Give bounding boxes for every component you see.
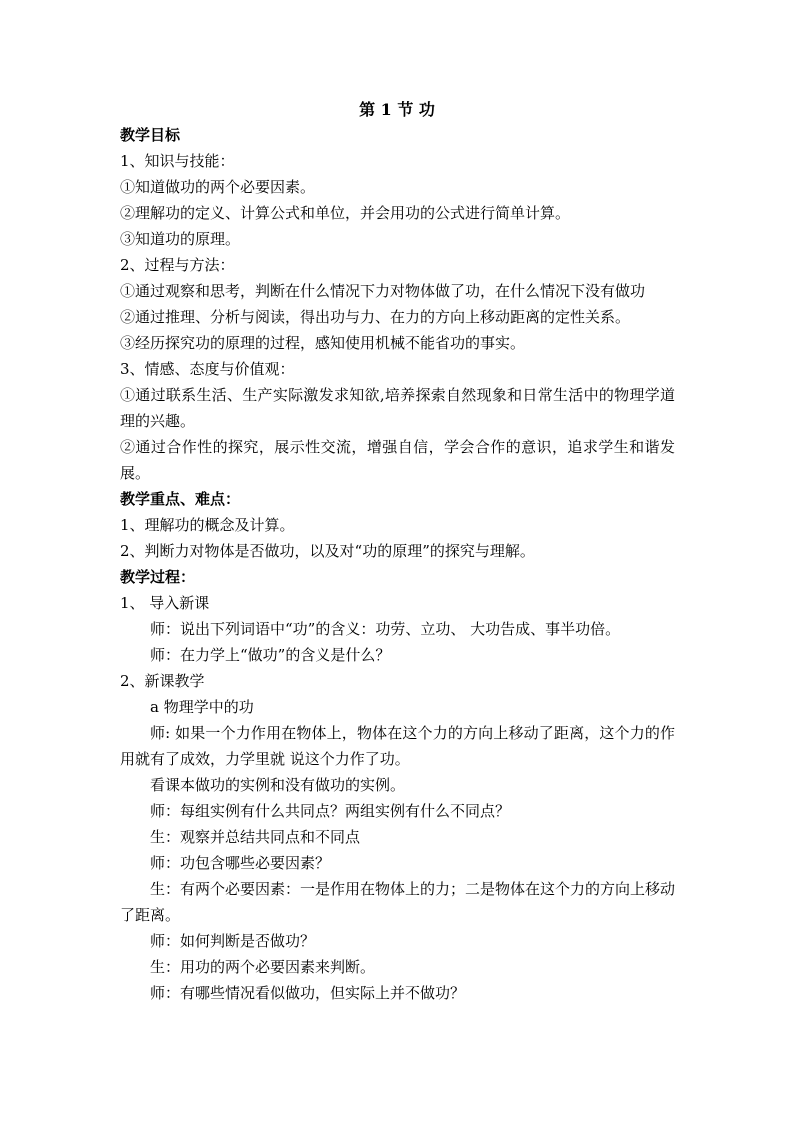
dialogue-line: 看课本做功的实例和没有做功的实例。 (150, 776, 406, 794)
page-title: 第 1 节 功 (359, 100, 435, 119)
keypoints-heading: 教学重点、难点： (120, 490, 241, 508)
dialogue-line: 师：如何判断是否做功？ (150, 932, 316, 950)
objectives-section-1: 1、知识与技能： (120, 152, 235, 170)
objective-item: ②理解功的定义、计算公式和单位，并会用功的公式进行简单计算。 (120, 204, 571, 222)
objective-item: ①知道做功的两个必要因素。 (120, 178, 316, 196)
objective-item: ②通过推理、分析与阅读，得出功与力、在力的方向上移动距离的定性关系。 (120, 308, 631, 326)
process-heading: 教学过程： (120, 568, 196, 586)
definition-paragraph: 师: 如果一个力作用在物体上，物体在这个力的方向上移动了距离，这个力的作用就有了成效，力学里就 说这个力作了功。 (120, 724, 675, 768)
dialogue-line: 师：功包含哪些必要因素？ (150, 854, 331, 872)
objectives-section-2: 2、过程与方法： (120, 256, 235, 274)
dialogue-line: 师：有哪些情况看似做功，但实际上并不做功？ (150, 984, 466, 1002)
objectives-section-3: 3、情感、态度与价值观： (120, 360, 295, 378)
factors-paragraph: 生：有两个必要因素：一是作用在物体上的力；二是物体在这个力的方向上移动了距离。 (120, 880, 676, 924)
objective-item: ②通过合作性的探究，展示性交流，增强自信，学会合作的意识，追求学生和谐发展。 (120, 438, 675, 482)
dialogue-line: 生：用功的两个必要因素来判断。 (150, 958, 376, 976)
dialogue-line: 师：每组实例有什么共同点？两组实例有什么不同点？ (150, 802, 511, 820)
keypoint-item: 2、判断力对物体是否做功，以及对“功的原理”的探究与理解。 (120, 542, 535, 560)
dialogue-line: 师：说出下列词语中“功”的含义：功劳、立功、 大功告成、事半功倍。 (150, 620, 621, 638)
process-step-2: 2、新课教学 (120, 672, 205, 690)
objective-item: ③知道功的原理。 (120, 230, 241, 248)
document-body (120, 122, 675, 1006)
subsection-a: a 物理学中的功 (150, 698, 254, 716)
keypoint-item: 1、理解功的概念及计算。 (120, 516, 295, 534)
dialogue-line: 师：在力学上“做功”的含义是什么？ (150, 646, 391, 664)
objectives-heading: 教学目标 (120, 126, 181, 144)
dialogue-line: 生：观察并总结共同点和不同点 (150, 828, 361, 846)
process-step-1: 1、 导入新课 (120, 594, 210, 612)
objective-item: ①通过观察和思考，判断在什么情况下力对物体做了功，在什么情况下没有做功 (120, 282, 646, 300)
objective-item: ①通过联系生活、生产实际激发求知欲,培养探索自然现象和日常生活中的物理学道理的兴趣。 (120, 386, 675, 430)
objective-item: ③经历探究功的原理的过程，感知使用机械不能省功的事实。 (120, 334, 526, 352)
